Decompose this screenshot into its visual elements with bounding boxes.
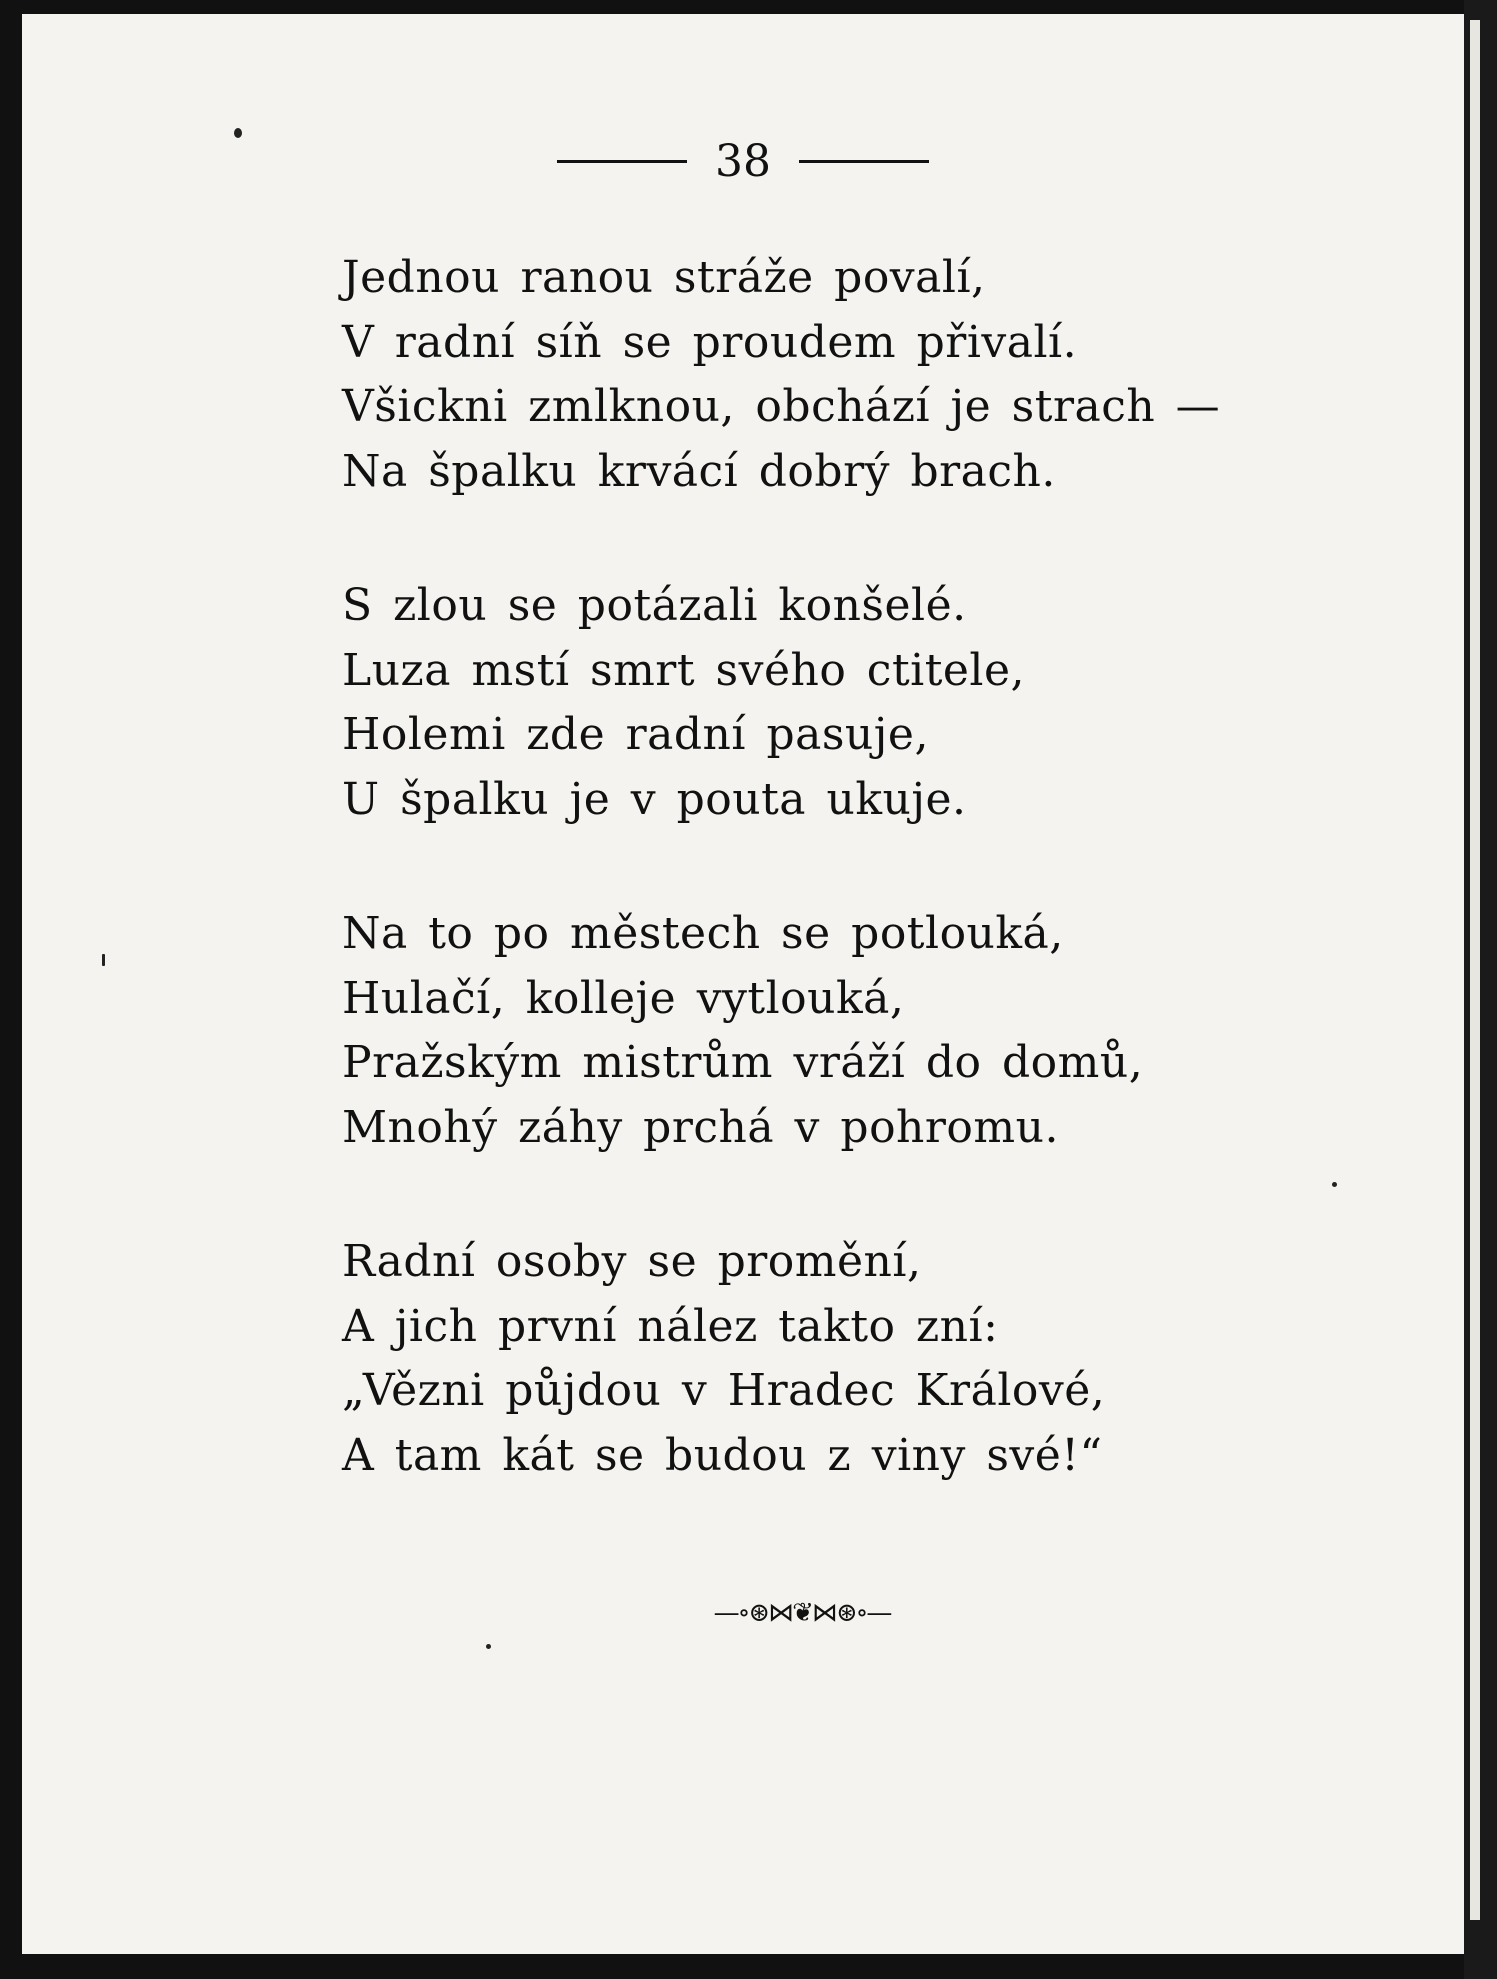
page-header bbox=[22, 136, 1464, 187]
poem-line: Na to po městech se potlouká, bbox=[342, 908, 1064, 959]
poem-line: A tam kát se budou z viny své!“ bbox=[342, 1429, 1103, 1481]
poem-line: Jednou ranou stráže povalí, bbox=[342, 252, 986, 303]
ornament-divider: —∘⊛⋈❦⋈⊛∘— bbox=[713, 1598, 891, 1628]
ink-speck bbox=[1332, 1182, 1337, 1187]
poem-line: Holemi zde radní pasuje, bbox=[342, 709, 929, 760]
poem bbox=[342, 246, 1322, 1558]
poem-line: Radní osoby se promění, bbox=[342, 1236, 922, 1287]
poem-line: Na špalku krvácí dobrý brach. bbox=[342, 445, 1056, 497]
stanza-3 bbox=[342, 902, 1322, 1160]
header-rule-right bbox=[799, 160, 929, 163]
poem-line: S zlou se potázali konšelé. bbox=[342, 580, 967, 631]
poem-line: „Vězni půjdou v Hradec Králové, bbox=[342, 1365, 1106, 1416]
ink-speck bbox=[102, 954, 105, 966]
poem-line: Všickni zmlknou, obchází je strach — bbox=[342, 381, 1221, 432]
poem-line: U špalku je v pouta ukuje. bbox=[342, 773, 967, 825]
header-rule-left bbox=[557, 160, 687, 163]
poem-line: Luza mstí smrt svého ctitele, bbox=[342, 644, 1026, 696]
poem-line: Mnohý záhy prchá v pohromu. bbox=[342, 1101, 1059, 1153]
ink-speck bbox=[486, 1644, 491, 1649]
stanza-4 bbox=[342, 1230, 1322, 1488]
poem-line: A jich první nález takto zní: bbox=[342, 1300, 999, 1352]
poem-line: V radní síň se proudem přivalí. bbox=[342, 316, 1078, 368]
stanza-1 bbox=[342, 246, 1322, 504]
adjacent-page-edge bbox=[1470, 20, 1480, 1920]
page-number: 38 bbox=[715, 136, 771, 187]
poem-line: Pražským mistrům vráží do domů, bbox=[342, 1037, 1144, 1088]
stanza-2 bbox=[342, 574, 1322, 832]
page-edge bbox=[1464, 0, 1497, 1979]
book-page bbox=[22, 14, 1464, 1954]
poem-line: Hulačí, kolleje vytlouká, bbox=[342, 972, 905, 1024]
ink-speck bbox=[234, 128, 242, 138]
